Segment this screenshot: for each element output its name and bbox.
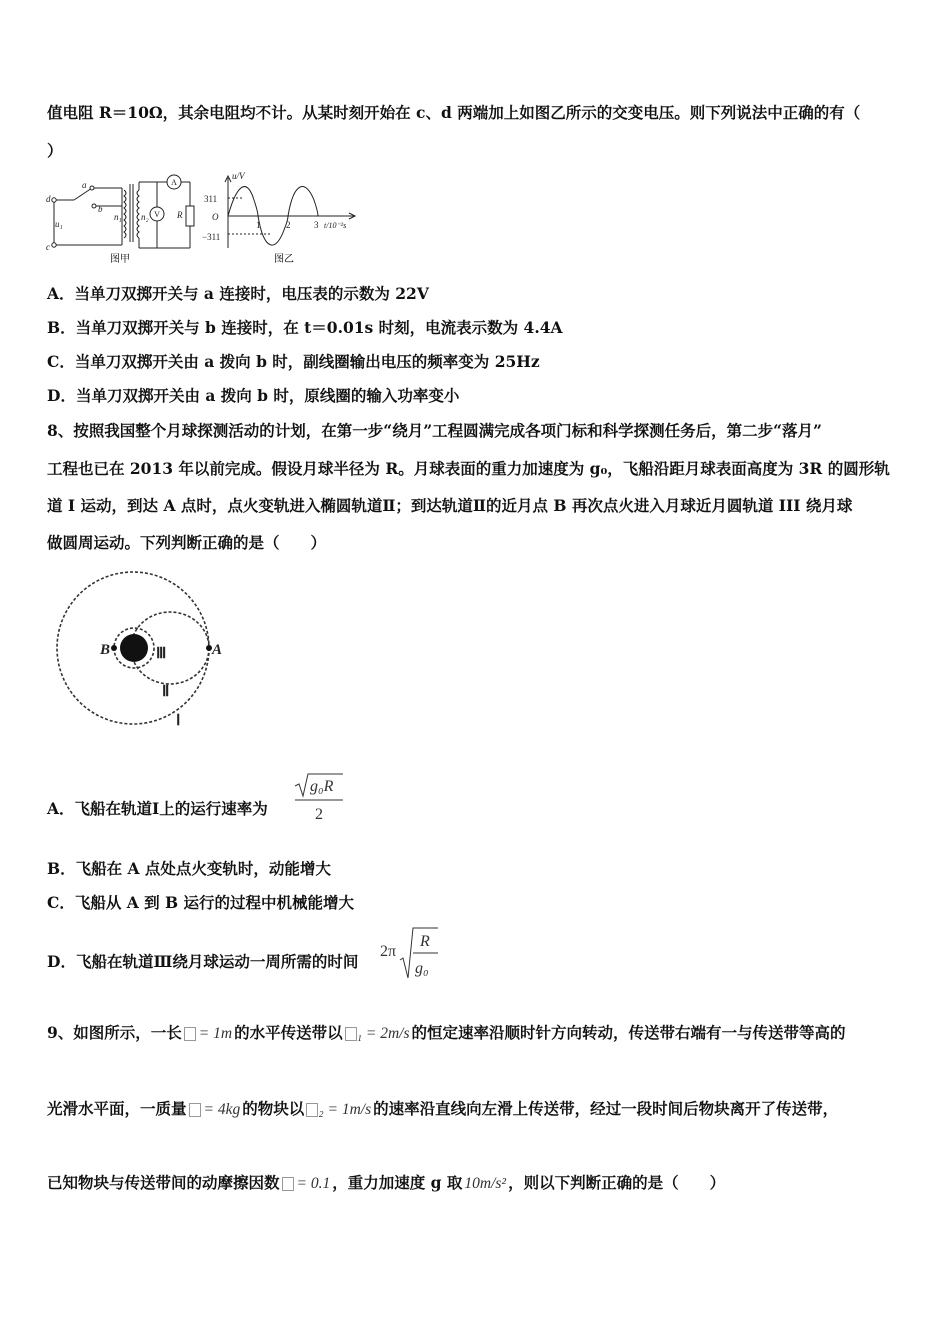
- missing-glyph-icon: [282, 1177, 294, 1191]
- q8-line-3: 道 I 运动，到达 A 点时，点火变轨进入椭圆轨道Ⅱ；到达轨道Ⅱ的近月点 B 再次点火进入月球近月圆轨道 III 绕月球: [47, 496, 853, 515]
- q9-l1-formula-2: ₁ = 2m/s: [345, 1025, 410, 1042]
- q9-l2-text-a: 光滑水平面，一质量: [47, 1099, 187, 1118]
- orbit-figure: [52, 568, 232, 733]
- q7-option-b: B．当单刀双掷开关与 b 连接时，在 t＝0.01s 时刻，电流表示数为 4.4A: [47, 318, 563, 337]
- q8-line-2: 工程也已在 2013 年以前完成。假设月球半径为 R。月球表面的重力加速度为 g₀，飞船沿距月球表面高度为 3R 的圆形轨: [47, 459, 890, 478]
- formula-d-den: g₀: [415, 960, 429, 977]
- ammeter-label: A: [171, 178, 177, 187]
- q8-line-1: 8、按照我国整个月球探测活动的计划，在第一步“绕月”工程圆满完成各项门标和科学探测任务后，第二步“落月”: [47, 421, 822, 440]
- missing-glyph-icon: [306, 1103, 318, 1117]
- q9-line-2: [47, 1097, 838, 1119]
- q9-l3-text-a: 已知物块与传送带间的动摩擦因数: [47, 1173, 280, 1192]
- q8-option-a-formula: [293, 770, 353, 826]
- point-B: [111, 645, 117, 651]
- q8-option-b: B．飞船在 A 点处点火变轨时，动能增大: [47, 859, 331, 878]
- moon: [120, 634, 148, 662]
- q9-line-3: [47, 1171, 725, 1193]
- y-axis-label: u/V: [232, 171, 245, 181]
- label-I: Ⅰ: [176, 713, 181, 729]
- q7-option-c: C．当单刀双掷开关由 a 拨向 b 时，副线圈输出电压的频率变为 25Hz: [47, 352, 540, 371]
- q9-l3-text-b: ，重力加速度 g 取: [332, 1173, 463, 1192]
- y-max-label: 311: [204, 194, 218, 204]
- q8-option-c: C．飞船从 A 到 B 运行的过程中机械能增大: [47, 893, 355, 912]
- label-d: d: [46, 194, 51, 204]
- formula-a-den: 2: [315, 806, 323, 823]
- q9-line-1: [47, 1021, 846, 1043]
- intro-line-1: 值电阻 R＝10Ω，其余电阻均不计。从某时刻开始在 c、d 两端加上如图乙所示的交变电压。则下列说法中正确的有（: [47, 103, 861, 122]
- q9-l1-text-a: 9、如图所示，一长: [47, 1023, 182, 1042]
- q9-l2-text-b: 的物块以: [242, 1099, 305, 1118]
- voltage-graph: [225, 176, 355, 248]
- label-yi: 图乙: [274, 254, 294, 265]
- missing-glyph-icon: [345, 1027, 357, 1041]
- label-n1: n₁: [114, 212, 122, 222]
- intro-line-2: ）: [47, 141, 63, 160]
- label-c: c: [46, 242, 50, 252]
- origin-label: O: [212, 212, 219, 222]
- tick-2: 2: [286, 220, 291, 230]
- label-A: A: [212, 642, 223, 658]
- label-n2: n₂: [141, 212, 149, 222]
- formula-d-pre: 2π: [380, 943, 397, 960]
- label-u1: u₁: [55, 219, 63, 229]
- q9-l1-text-b: 的水平传送带以: [234, 1023, 343, 1042]
- missing-glyph-icon: [184, 1027, 196, 1041]
- y-min-label: −311: [202, 232, 221, 242]
- missing-glyph-icon: [189, 1103, 201, 1117]
- q8-option-d-formula: [378, 924, 448, 982]
- label-jia: 图甲: [110, 254, 130, 265]
- q9-l3-formula-1: = 0.1: [282, 1175, 331, 1192]
- q9-l1-formula-1: = 1m: [184, 1025, 232, 1042]
- formula-a-num: g₀R: [310, 778, 334, 795]
- q7-option-a: A．当单刀双掷开关与 a 连接时，电压表的示数为 22V: [47, 284, 429, 303]
- tick-3: 3: [314, 220, 319, 230]
- q7-figure: [42, 170, 372, 265]
- q9-l3-formula-2: 10m/s²: [464, 1175, 507, 1192]
- label-R: R: [177, 210, 183, 220]
- label-a: a: [82, 180, 87, 190]
- voltmeter-label: V: [154, 210, 160, 219]
- q8-option-d: D．飞船在轨道Ⅲ绕月球运动一周所需的时间: [47, 952, 359, 971]
- q9-l3-text-c: ，则以下判断正确的是（ ）: [508, 1173, 726, 1192]
- label-B: B: [100, 642, 111, 658]
- q9-l2-formula-2: ₂ = 1m/s: [306, 1101, 371, 1118]
- q9-l1-text-c: 的恒定速率沿顺时针方向转动，传送带右端有一与传送带等高的: [411, 1023, 846, 1042]
- label-II: Ⅱ: [162, 684, 170, 700]
- q8-line-4: 做圆周运动。下列判断正确的是（ ）: [47, 533, 327, 552]
- label-III: Ⅲ: [156, 646, 167, 662]
- q7-option-d: D．当单刀双掷开关由 a 拨向 b 时，原线圈的输入功率变小: [47, 386, 460, 405]
- x-axis-label: t/10⁻²s: [324, 221, 347, 230]
- formula-d-num: R: [420, 933, 430, 950]
- label-b: b: [98, 204, 103, 214]
- q8-option-a: A．飞船在轨道Ⅰ上的运行速率为: [47, 799, 268, 818]
- q9-l2-text-c: 的速率沿直线向左滑上传送带，经过一段时间后物块离开了传送带，: [373, 1099, 839, 1118]
- tick-1: 1: [256, 220, 261, 230]
- q9-l2-formula-1: = 4kg: [189, 1101, 241, 1118]
